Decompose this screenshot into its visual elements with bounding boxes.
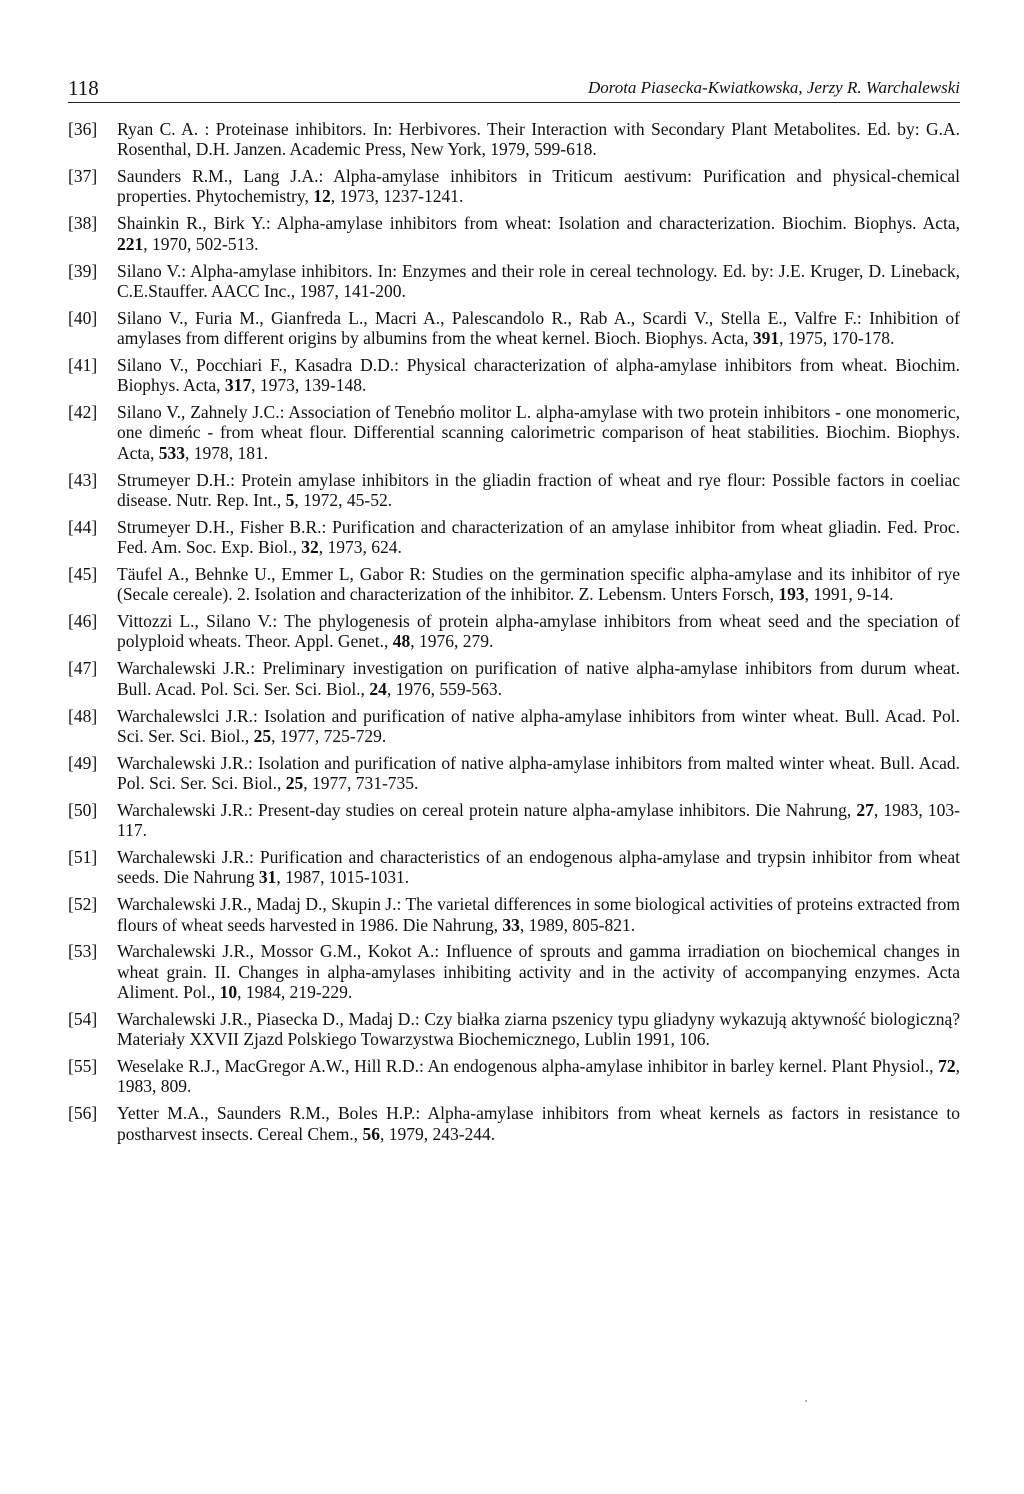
reference-number: [44] — [68, 516, 98, 537]
reference-text: Strumeyer D.H.: Protein amylase inhibitors in the gliadin fraction of wheat and rye flour: Possible factors in coeliac disease. Nutr. Rep. Int., 5, 1972, 45-52. — [117, 469, 960, 510]
page-number: 118 — [68, 76, 99, 100]
volume-number: 27 — [856, 799, 874, 820]
reference-number: [41] — [68, 354, 98, 375]
reference-list — [68, 119, 960, 1151]
reference-number: [49] — [68, 752, 98, 773]
reference-item — [68, 658, 960, 699]
reference-text: Yetter M.A., Saunders R.M., Boles H.P.: Alpha-amylase inhibitors from wheat kernels as factors in resistance to postharvest insects. Cereal Chem., 56, 1979, 243-244. — [117, 1103, 960, 1144]
reference-item — [68, 166, 960, 207]
reference-item — [68, 611, 960, 652]
reference-text: Warchalewski J.R., Piasecka D., Madaj D.: Czy białka ziarna pszenicy typu gliadyny wykazują aktywność biologiczną? Materiały XXVII Zjazd Polskiego Towarzystwa Biochemicznego, Lublin 1991, 106. — [117, 1008, 960, 1050]
volume-number: 317 — [224, 375, 252, 396]
reference-item — [68, 308, 960, 349]
reference-number: [53] — [68, 941, 98, 962]
reference-text: Warchalewski J.R., Mossor G.M., Kokot A.: Influence of sprouts and gamma irradiation on biochemical changes in wheat grain. II. Changes in alpha-amylases inhibiting activity and in the activity of accompanying enzymes. Acta Aliment. Pol., 10, 1984, 219-229. — [117, 941, 960, 1003]
reference-number: [37] — [68, 166, 98, 187]
reference-item — [68, 261, 960, 302]
reference-text: Saunders R.M., Lang J.A.: Alpha-amylase inhibitors in Triticum aestivum: Purification and physical-chemical properties. Phytochemistry, 12, 1973, 1237-1241. — [117, 166, 960, 207]
reference-text: Warchalewski J.R.: Purification and characteristics of an endogenous alpha-amylase and trypsin inhibitor from wheat seeds. Die Nahrung 31, 1987, 1015-1031. — [117, 847, 960, 888]
reference-item — [68, 1056, 960, 1097]
reference-item — [68, 517, 960, 558]
reference-number: [38] — [68, 213, 98, 234]
reference-text: Vittozzi L., Silano V.: The phylogenesis of protein alpha-amylase inhibitors from wheat seed and the speciation of polyploid wheats. Theor. Appl. Genet., 48, 1976, 279. — [117, 611, 960, 652]
reference-item — [68, 894, 960, 935]
reference-text: Silano V., Furia M., Gianfreda L., Macri A., Palescandolo R., Rab A., Scardi V., Stella E., Valfre F.: Inhibition of amylases from different origins by albumins from the wheat kernel. Bioch. Biophys. Acta, 391, 1975, 170-178. — [117, 307, 960, 349]
page-header — [68, 76, 960, 103]
reference-number: [50] — [68, 799, 98, 820]
reference-number: [40] — [68, 307, 98, 328]
volume-number: 10 — [219, 982, 238, 1003]
reference-text: Weselake R.J., MacGregor A.W., Hill R.D.: An endogenous alpha-amylase inhibitor in barley kernel. Plant Physiol., 72, 1983, 809. — [117, 1056, 960, 1097]
reference-text: Silano V., Zahnely J.C.: Association of Tenebńo molitor L. alpha-amylase with two protein inhibitors - one monomeric, one dimeńc - from wheat flour. Differential scanning calorimetric comparison of heat stabilities. Biochim. Biophys. Acta, 533, 1978, 181. — [117, 402, 960, 463]
reference-item — [68, 402, 960, 463]
reference-text: Shainkin R., Birk Y.: Alpha-amylase inhibitors from wheat: Isolation and characterization. Biochim. Biophys. Acta, 221, 1970, 502-513. — [117, 213, 960, 254]
reference-number: [42] — [68, 402, 98, 423]
reference-item — [68, 470, 960, 511]
reference-item — [68, 941, 960, 1002]
reference-text: Strumeyer D.H., Fisher B.R.: Purification and characterization of an amylase inhibitor from wheat gliadin. Fed. Proc. Fed. Am. Soc. Exp. Biol., 32, 1973, 624. — [117, 516, 960, 558]
volume-number: 25 — [253, 725, 272, 746]
volume-number: 31 — [258, 867, 277, 888]
reference-number: [52] — [68, 894, 98, 915]
reference-number: [54] — [68, 1008, 98, 1029]
running-head-authors: Dorota Piasecka-Kwiatkowska, Jerzy R. Warchalewski — [587, 78, 960, 97]
reference-number: [56] — [68, 1103, 98, 1124]
volume-number: 221 — [117, 233, 144, 254]
reference-item — [68, 753, 960, 794]
volume-number: 25 — [285, 773, 304, 794]
reference-item — [68, 119, 960, 160]
reference-text: Warchalewski J.R.: Isolation and purification of native alpha-amylase inhibitors from malted winter wheat. Bull. Acad. Pol. Sci. Ser. Sci. Biol., 25, 1977, 731-735. — [117, 752, 960, 794]
reference-number: [45] — [68, 563, 98, 584]
scan-speck — [805, 1400, 807, 1402]
reference-text: Ryan C. A. : Proteinase inhibitors. In: Herbivores. Their Interaction with Secondary Plant Metabolites. Ed. by: G.A. Rosenthal, D.H. Janzen. Academic Press, New York, 1979, 599-618. — [117, 119, 960, 160]
reference-item — [68, 800, 960, 841]
reference-text: Warchalewski J.R., Madaj D., Skupin J.: The varietal differences in some biological activities of proteins extracted from flours of wheat seeds harvested in 1986. Die Nahrung, 33, 1989, 805-821. — [117, 894, 960, 935]
reference-item — [68, 847, 960, 888]
reference-item — [68, 1009, 960, 1050]
reference-number: [46] — [68, 611, 98, 632]
reference-item — [68, 706, 960, 747]
volume-number: 193 — [778, 584, 805, 605]
reference-item — [68, 213, 960, 254]
reference-text: Silano V., Pocchiari F., Kasadra D.D.: Physical characterization of alpha-amylase inhibitors from wheat. Biochim. Biophys. Acta, 317, 1973, 139-148. — [117, 354, 960, 396]
reference-number: [55] — [68, 1056, 98, 1077]
reference-item — [68, 1103, 960, 1144]
reference-text: Warchalewslci J.R.: Isolation and purification of native alpha-amylase inhibitors from winter wheat. Bull. Acad. Pol. Sci. Ser. Sci. Biol., 25, 1977, 725-729. — [117, 705, 960, 746]
volume-number: 12 — [313, 186, 331, 207]
volume-number: 5 — [285, 489, 295, 510]
volume-number: 533 — [158, 442, 186, 463]
reference-text: Warchalewski J.R.: Preliminary investigation on purification of native alpha-amylase inhibitors from durum wheat. Bull. Acad. Pol. Sci. Ser. Sci. Biol., 24, 1976, 559-563. — [117, 658, 960, 699]
reference-text: Täufel A., Behnke U., Emmer L, Gabor R: Studies on the germination specific alpha-amylase and its inhibitor of rye (Secale cereale). 2. Isolation and characterization of the inhibitor. Z. Lebensm. Unters Forsch, 193, 1991, 9-14. — [117, 563, 960, 605]
volume-number: 24 — [369, 678, 387, 699]
reference-number: [39] — [68, 260, 98, 281]
volume-number: 391 — [752, 328, 780, 349]
reference-item — [68, 564, 960, 605]
reference-item — [68, 355, 960, 396]
volume-number: 33 — [502, 914, 520, 935]
volume-number: 32 — [301, 537, 319, 558]
reference-number: [36] — [68, 119, 98, 139]
reference-number: [48] — [68, 705, 98, 726]
reference-number: [51] — [68, 847, 98, 868]
reference-number: [47] — [68, 658, 98, 679]
volume-number: 56 — [362, 1123, 380, 1144]
volume-number: 72 — [938, 1056, 956, 1077]
reference-text: Warchalewski J.R.: Present-day studies on cereal protein nature alpha-amylase inhibitors. Die Nahrung, 27, 1983, 103-117. — [117, 799, 960, 841]
volume-number: 48 — [392, 631, 411, 652]
reference-text: Silano V.: Alpha-amylase inhibitors. In: Enzymes and their role in cereal technology. Ed. by: J.E. Kruger, D. Lineback, C.E.Stauffer. AACC Inc., 1987, 141-200. — [117, 260, 960, 301]
reference-number: [43] — [68, 469, 98, 490]
